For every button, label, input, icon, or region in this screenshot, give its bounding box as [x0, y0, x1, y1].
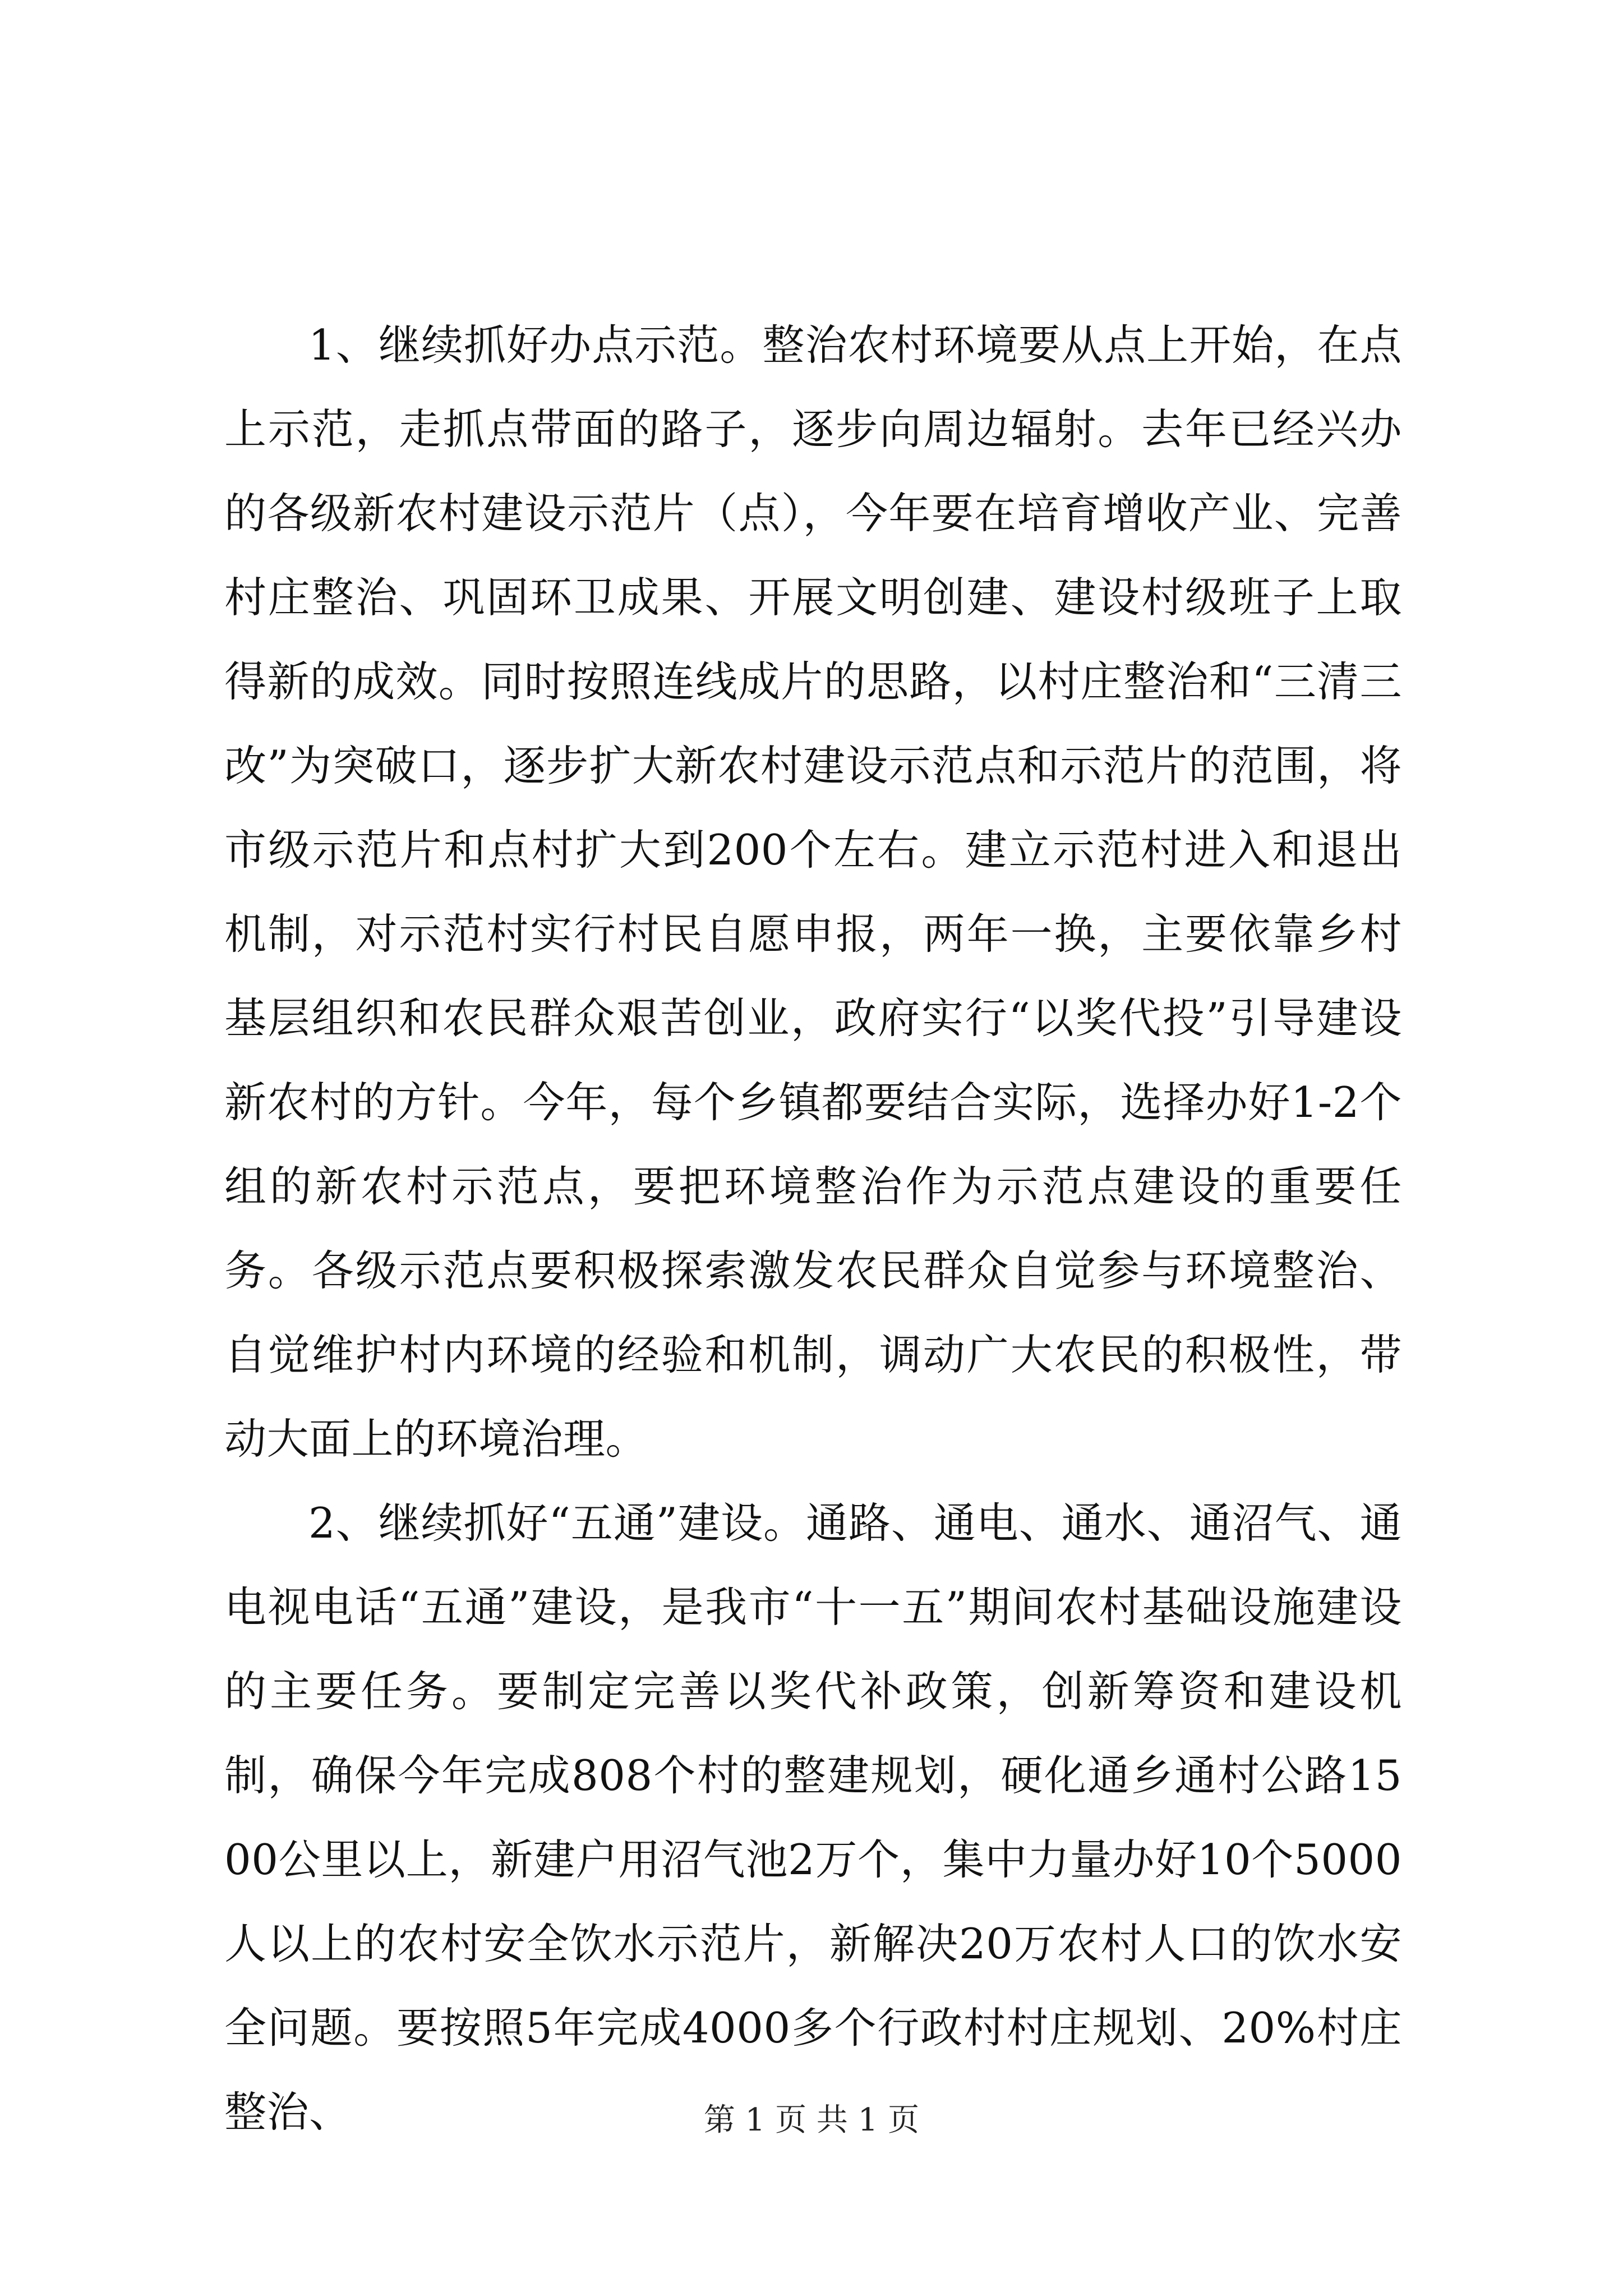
paragraph-five-connections: 2、继续抓好“五通”建设。通路、通电、通水、通沼气、通电视电话“五通”建设，是我市“十一五”期间农村基础设施建设的主要任务。要制定完善以奖代补政策，创新筹资和建设机制，确保今年完成808个村的整建规划，硬化通乡通村公路1500公里以上，新建户用沼气池2万个，集中力量办好10个5000人以上的农村安全饮水示范片，新解决20万农村人口的饮水安全问题。要按照5年完成4000多个行政村村庄规划、20%村庄整治、	[224, 1498, 1402, 2137]
document-body	[224, 303, 1402, 2154]
paragraph-demonstration: 1、继续抓好办点示范。整治农村环境要从点上开始，在点上示范，走抓点带面的路子，逐步向周边辐射。去年已经兴办的各级新农村建设示范片（点），今年要在培育增收产业、完善村庄整治、巩固环卫成果、开展文明创建、建设村级班子上取得新的成效。同时按照连线成片的思路，以村庄整治和“三清三改”为突破口，逐步扩大新农村建设示范点和示范片的范围，将市级示范片和点村扩大到200个左右。建立示范村进入和退出机制，对示范村实行村民自愿申报，两年一换，主要依靠乡村基层组织和农民群众艰苦创业，政府实行“以奖代投”引导建设新农村的方针。今年，每个乡镇都要结合实际，选择办好1-2个组的新农村示范点，要把环境整治作为示范点建设的重要任务。各级示范点要积极探索激发农民群众自觉参与环境整治、自觉维护村内环境的经验和机制，调动广大农民的积极性，带动大面上的环境治理。	[224, 320, 1402, 1464]
page-footer: 第 1 页 共 1 页	[703, 2102, 920, 2138]
